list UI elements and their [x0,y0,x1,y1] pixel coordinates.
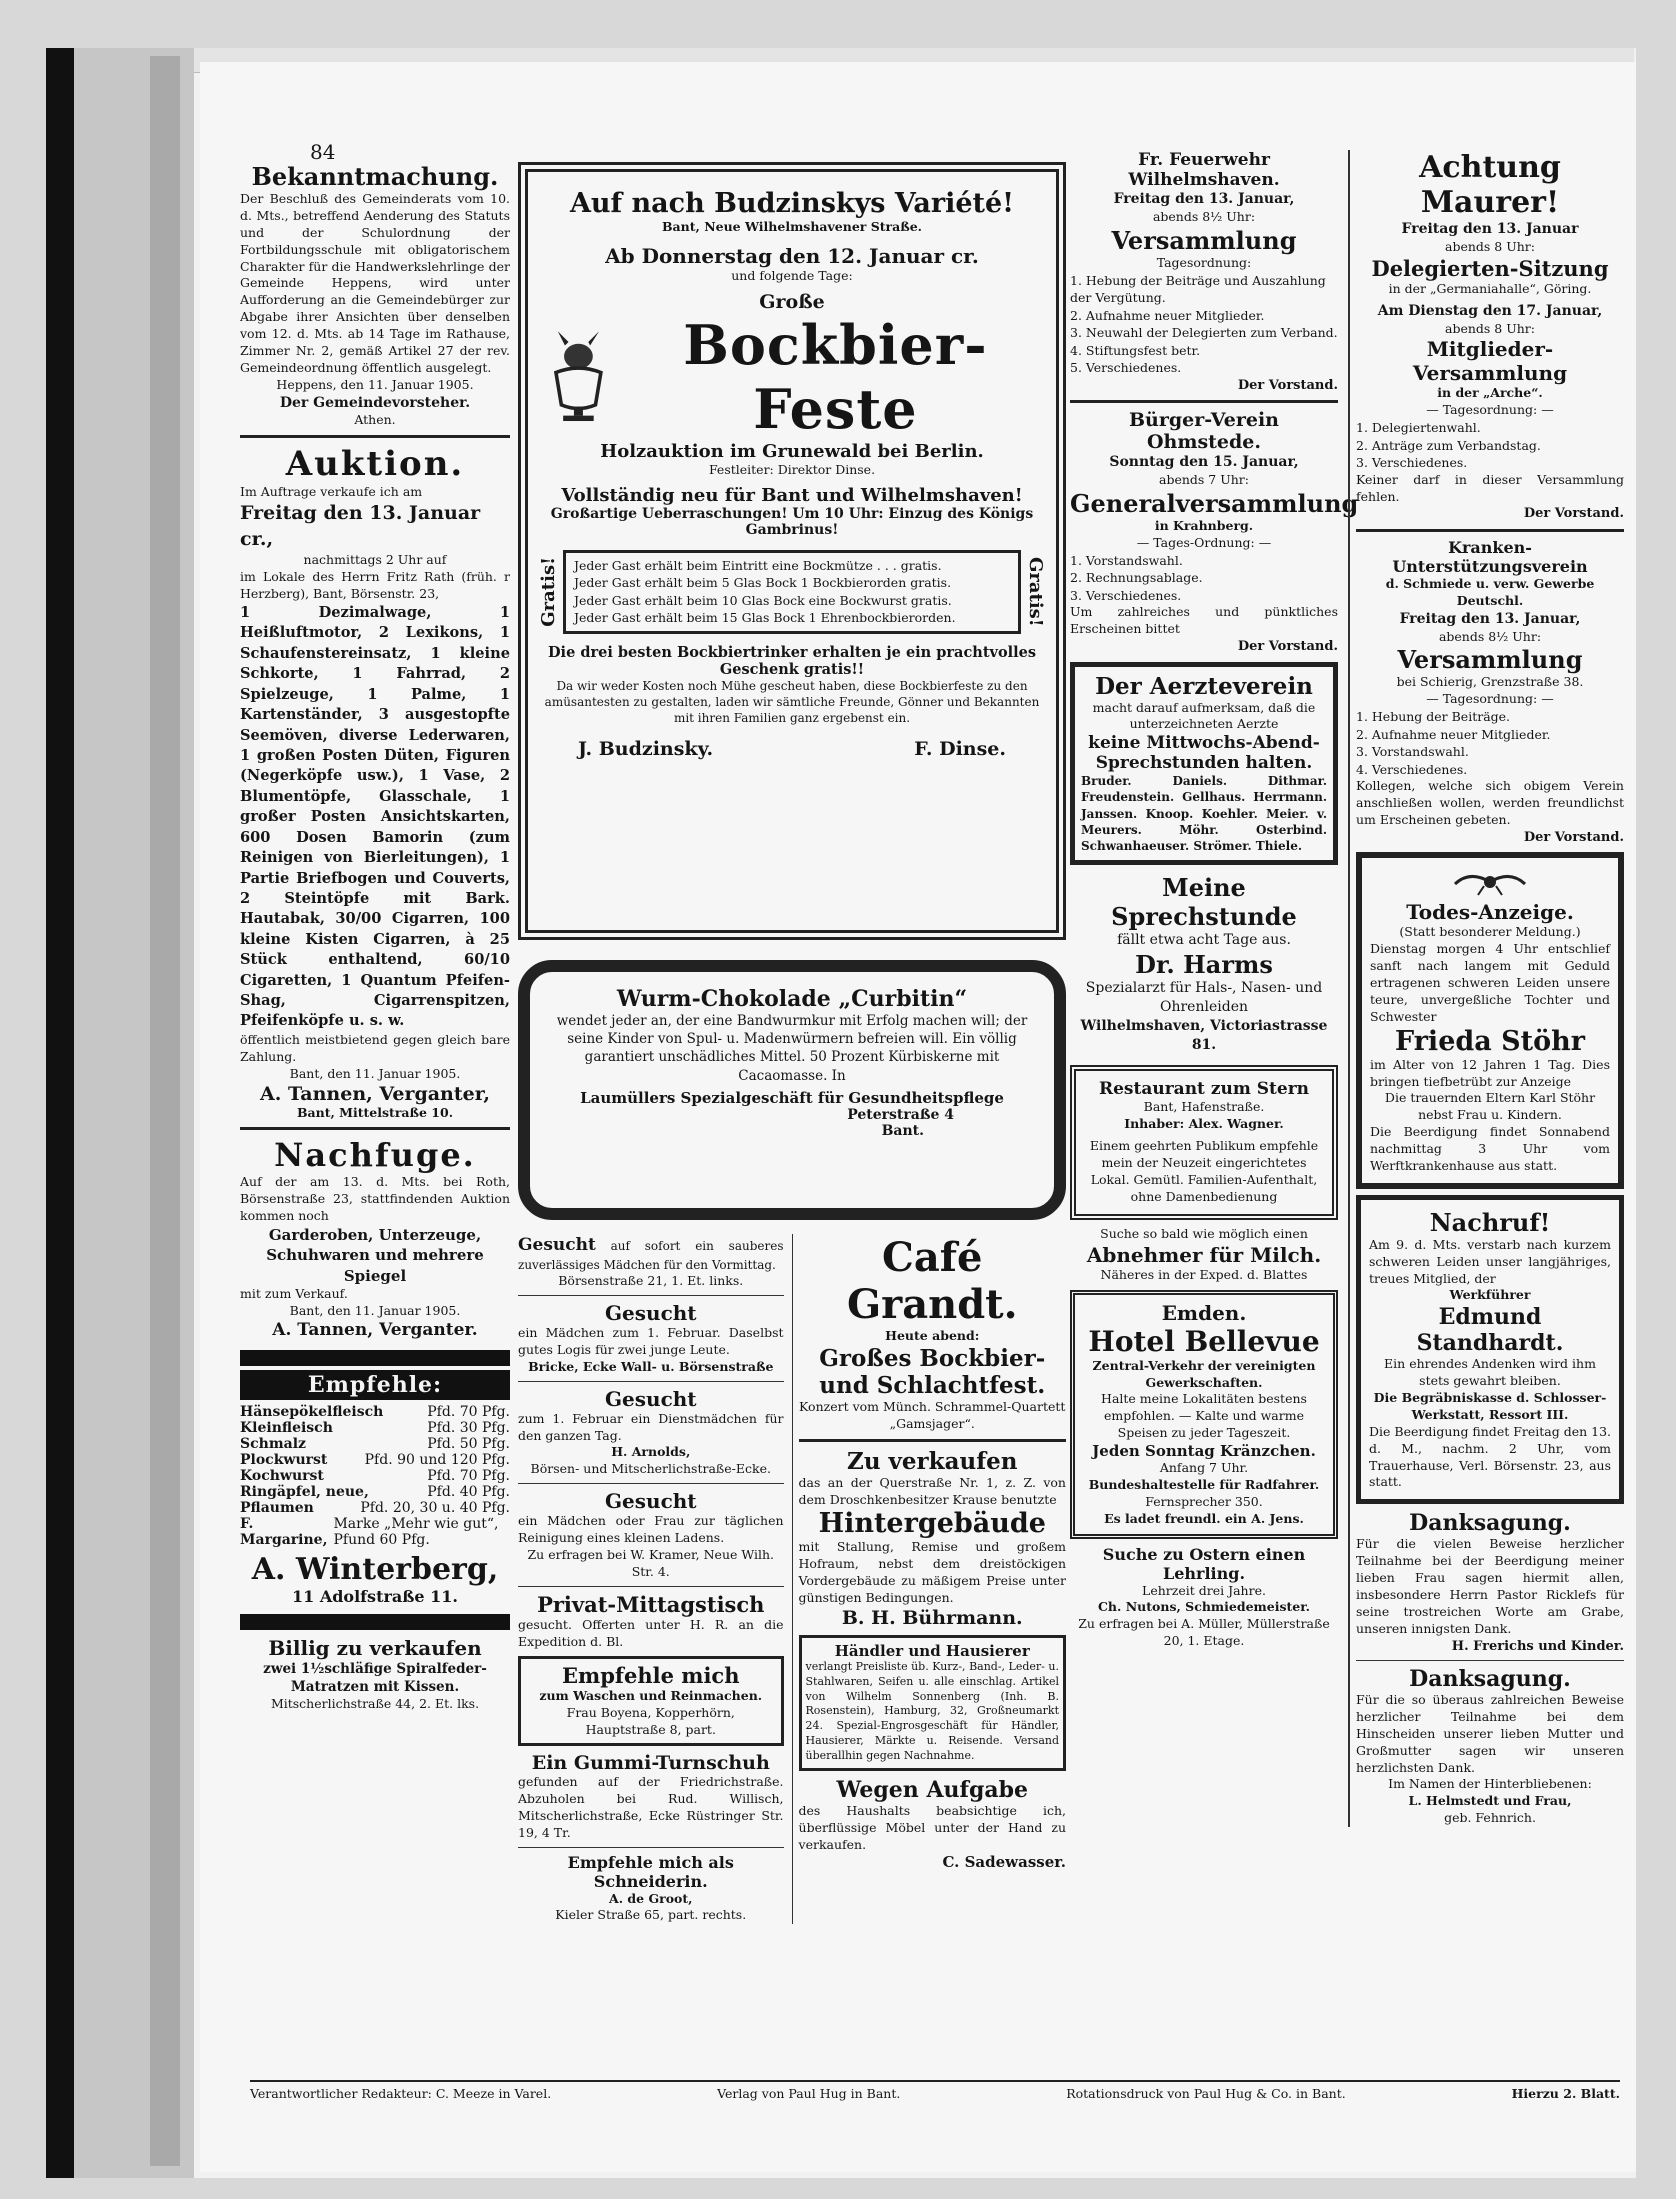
stern-ad [1070,1065,1338,1220]
maurer-title: Achtung Maurer! [1419,150,1561,220]
agenda-item: 3. Neuwahl der Delegierten zum Verband. [1070,325,1338,341]
sprech-name: Dr. Harms [1135,950,1273,980]
kranken-sub: d. Schmiede u. verw. Gewerbe Deutschl. [1385,575,1595,608]
haendler-ad [799,1635,1066,1771]
variete-sign-2: F. Dinse. [914,738,1006,761]
gratis-right: Gratis! [1025,556,1046,627]
waschen-ad [518,1656,784,1746]
divider [240,1127,510,1130]
waschen-sign: Frau Boyena, Kopperhörn, Hauptstraße 8, part. [566,1705,735,1738]
agenda-item: 3. Vorstandswahl. [1356,744,1469,760]
gratis-left: Gratis! [538,556,559,627]
todes-sub: (Statt besonderer Meldung.) [1399,924,1581,940]
gummi-body: gefunden auf der Friedrichstraße. Abzuholen bei Rud. Willisch, Mitscherlichstraße, Ecke Rüstringer Str. 19, 4 Tr. [518,1774,784,1840]
nachruf-kasse: Die Begräbniskasse d. Schlosser-Werkstatt, Ressort III. [1373,1390,1607,1422]
winterberg-name: A. Winterberg, [251,1551,499,1587]
cafe-title: Café Grandt. [846,1234,1018,1328]
maurer-place-2: in der „Arche“. [1437,385,1543,401]
auction-addr: Bant, Mittelstraße 10. [296,1104,454,1120]
divider [518,1847,784,1848]
notice-date: Heppens, den 11. Januar 1905. [276,376,474,392]
gesucht1-body [518,1234,784,1273]
nachfuge-sign: A. Tannen, Verganter. [272,1319,478,1340]
verkaufen-text: mit Stallung, Remise und großem Hofraum, nebst dem dreistöckigen Vordergebäude zu mäßigem Preise unter günstigen Bedingungen. [798,1539,1066,1605]
todes-funeral: Die Beerdigung findet Sonnabend nachmittag 3 Uhr vom Werftkrankenhause aus statt. [1370,1124,1610,1173]
price-list [240,1404,510,1548]
haendler-title: Händler und Hausierer [834,1641,1030,1660]
auction-sign: A. Tannen, Verganter, [260,1082,490,1105]
newspaper-page [200,62,1636,2172]
kranken-main: Versammlung [1397,645,1583,675]
gesucht2-sign: Bricke, Ecke Wall- u. Börsenstraße [528,1358,774,1374]
divider [518,1381,784,1382]
price-value: Pfd. 90 und 120 Pfg. [364,1451,510,1468]
gesucht2-body: ein Mädchen zum 1. Februar. Daselbst gutes Logis für zwei junge Leute. [518,1325,784,1357]
hotel-title: Hotel Bellevue [1088,1324,1320,1358]
hotel-sub: Zentral-Verkehr der vereinigten Gewerkschaften. [1092,1357,1316,1390]
variete-sub: Holzauktion im Grunewald bei Berlin. [600,440,984,462]
todes-title: Todes-Anzeige. [1406,900,1574,925]
kranken-agenda-title: — Tagesordnung: — [1426,691,1554,707]
price-row [240,1420,510,1436]
sprech-title: Meine Sprechstunde [1111,873,1297,932]
price-value: Pfd. 40 Pfg. [427,1483,510,1500]
notice-name: Athen. [354,412,396,428]
schneider-sign: A. de Groot, [609,1890,693,1906]
verkaufen-title: Zu verkaufen [847,1447,1018,1475]
agenda-item: 3. Verschiedenes. [1356,455,1468,471]
auction-tail: öffentlich meistbietend gegen gleich bare Zahlung. [240,1031,510,1064]
price-row [240,1436,510,1452]
gratis-line: Jeder Gast erhält beim 15 Glas Bock 1 Ehrenbockbierorden. [574,610,956,626]
variete-date: Ab Donnerstag den 12. Januar cr. [605,243,979,268]
maurer-sign: Der Vorstand. [1523,506,1624,522]
stern-owner: Inhaber: Alex. Wagner. [1124,1115,1284,1131]
hotel-body: Halte meine Lokalitäten bestens empfohlen. — Kalte und warme Speisen zu jeder Tageszeit. [1101,1391,1307,1441]
verkaufen-body: das an der Querstraße Nr. 1, z. Z. von dem Droschkenbesitzer Krause benutzte [798,1474,1066,1507]
gratis-line: Jeder Gast erhält beim Eintritt eine Bockmütze . . . gratis. [574,557,942,573]
auction-place: im Lokale des Herrn Fritz Rath (früh. r Herzberg), Bant, Börsenstr. 23, [240,569,510,602]
gesucht2-title: Gesucht [604,1301,697,1325]
wurm-ad [518,960,1066,1220]
gesucht4-sign: Zu erfragen bei W. Kramer, Neue Wilh. Str. 4. [527,1546,775,1579]
dank1-title: Danksagung. [1409,1510,1571,1537]
todes-ad [1356,852,1624,1188]
price-value: Pfd. 70 Pfg. [427,1467,510,1484]
aerzte-names: Bruder. Daniels. Dithmar. Freudenstein. Gellhaus. Herrmann. Janssen. Knoop. Koehler. Meier. v. Meurers. Möhr. Osterbind. Schwanhaeuser. Strömer. Thiele. [1081,774,1327,853]
kranken-place: bei Schierig, Grenzstraße 38. [1396,674,1584,690]
gratis-box [563,550,1021,634]
buerger-date: Sonntag den 15. Januar, [1109,454,1299,471]
column-1 [240,162,510,1713]
schneider-title: Empfehle mich als Schneiderin. [567,1852,734,1891]
variete-main: Bockbier-Feste [683,312,988,441]
variete-addr: Bant, Neue Wilhelmshavener Straße. [661,219,923,234]
dank2-nee: geb. Fehnrich. [1444,1810,1536,1826]
dank2-sign: L. Helmstedt und Frau, [1408,1793,1572,1809]
billig-title: Billig zu verkaufen [268,1635,482,1660]
maurer-text: Keiner darf in dieser Versammlung fehlen. [1356,471,1624,504]
hotel-start: Anfang 7 Uhr. [1159,1460,1249,1476]
buerger-agenda-title: — Tages-Ordnung: — [1136,534,1272,550]
kranken-date: Freitag den 13. Januar, [1399,610,1581,627]
auction-time: nachmittags 2 Uhr auf [303,552,447,568]
divider [518,1483,784,1484]
buerger-title: Bürger-Verein Ohmstede. [1129,409,1279,454]
feuerwehr-main: Versammlung [1111,225,1297,255]
haendler-body: verlangt Preisliste üb. Kurz-, Band-, Leder- u. Stahlwaren, Seifen u. alle einschlag. Artikel von Wilhelm Sonnenberg (Inh. B. Rosenstein), Hamburg, 32, Großneumarkt 24. Spezial-Engrosgeschäft für Händler, Hausierer, Märkte u. Reisende. Versand überallhin gegen Nachnahme. [805,1659,1059,1762]
dank2-sub: Im Namen der Hinterbliebenen: [1388,1776,1592,1792]
price-row [240,1500,510,1516]
billig-body: zwei 1½schläfige Spiralfeder-Matratzen mit Kissen. [263,1660,487,1695]
privat-title: Privat-Mittagstisch [537,1591,765,1617]
footer-supplement: Hierzu 2. Blatt. [1511,2086,1620,2101]
buerger-place: in Krahnberg. [1154,517,1254,533]
emden: Emden. [1161,1300,1247,1325]
price-value: Pfd. 20, 30 u. 40 Pfg. [360,1499,510,1516]
winterberg-addr: 11 Adolfstraße 11. [291,1586,458,1606]
wurm-addr-2: Bant. [881,1122,924,1139]
aufgabe-body: des Haushalts beabsichtige ich, überflüssige Möbel unter der Hand zu verkaufen. [798,1802,1066,1852]
auction-day: Freitag den 13. Januar cr., [240,502,481,550]
verkaufen-main: Hintergebäude [818,1508,1046,1540]
waschen-body: zum Waschen und Reinmachen. [539,1688,763,1704]
gesucht1-text: auf sofort ein sauberes zuverlässiges Mädchen für den Vormittag. [518,1239,784,1272]
notice-sign: Der Gemeindevorsteher. [279,394,471,411]
nachruf-title: Nachruf! [1429,1207,1551,1237]
nachruf-role: Werkführer [1449,1287,1531,1303]
gummi-title: Ein Gummi-Turnschuh [531,1752,770,1774]
nachruf-ad [1356,1195,1624,1505]
aufgabe-sign: C. Sadewasser. [942,1853,1066,1872]
price-value: Pfd. 30 Pfg. [427,1419,510,1436]
gesucht1-title: Gesucht [518,1235,596,1255]
agenda-item: 1. Delegiertenwahl. [1356,420,1481,436]
agenda-item: 2. Anträge zum Verbandstag. [1356,437,1541,453]
goat-beer-icon [538,322,619,432]
price-item: Schmalz [240,1435,306,1452]
feuerwehr-date: Freitag den 13. Januar, [1113,191,1295,207]
agenda-item: 2. Aufnahme neuer Mitglieder. [1356,726,1551,742]
maurer-main-2: Mitglieder-Versammlung [1412,337,1568,386]
col2-right-sub [792,1234,1066,1924]
nachruf-text: Ein ehrendes Andenken wird ihm stets gewahrt bleiben. [1384,1356,1596,1389]
todes-name: Frieda Stöhr [1395,1025,1585,1057]
price-row [240,1516,510,1548]
dank2-body: Für die so überaus zahlreichen Beweise herzlicher Teilnahme bei dem Hinscheiden unserer lieben Mutter und Großmutter sagen wir unseren herzlichsten Dank. [1356,1692,1624,1775]
milch-intro: Suche so bald wie möglich einen [1100,1225,1308,1241]
buerger-text: Um zahlreiches und pünktliches Erscheinen bittet [1070,604,1338,637]
gesucht1-addr: Börsenstraße 21, 1. Et. links. [558,1273,744,1289]
nachfuge-tail: mit zum Verkauf. [240,1285,348,1301]
variete-grosse: Große [759,290,825,313]
maurer-time: abends 8 Uhr: [1445,238,1535,254]
auction-items: 1 Dezimalwage, 1 Heißluftmotor, 2 Lexikons, 1 Schaufenstereinsatz, 1 kleine Schkorte, 1 Fahrrad, 2 Spielzeuge, 1 Palme, 1 Kartenständer, 3 ausgestopfte Seemöven, diverse Lederwaren, 1 großen Posten Düten, Figuren (Negerköpfe usw.), 1 Vase, 2 Blumentöpfe, Glasschale, 1 großer Posten Ansichtskarten, 600 Dosen Bamorin (zum Reinigen von Bierleitungen), 1 Partie Briefbogen und Couverts, 2 Steintöpfe mit Bark. Hautabak, 30/00 Cigarren, 100 kleine Kisten Cigarren, à 25 Stück enthaltend, 60/10 Cigaretten, 1 Quantum Pfeifen-Shag, Cigarrenspitzen, Pfeifenköpfe u. s. w. [240,604,510,1030]
price-item: Kochwurst [240,1467,324,1484]
variete-new: Vollständig neu für Bant und Wilhelmshaven! [561,484,1023,506]
maurer-agenda [1356,419,1624,472]
variete-ad [518,162,1066,940]
lehrling-body: Lehrzeit drei Jahre. [1142,1582,1266,1598]
nachruf-body: Am 9. d. Mts. verstarb nach kurzem schweren Leiden unser langjähriges, treues Mitglied, der [1369,1236,1611,1286]
gesucht3-addr: Börsen- und Mitscherlichstraße-Ecke. [530,1461,771,1477]
todes-family: Die trauernden Eltern Karl Stöhr nebst Frau u. Kindern. [1384,1090,1596,1123]
gesucht3-sign: H. Arnolds, [611,1444,691,1460]
gesucht4-body: ein Mädchen oder Frau zur täglichen Reinigung eines kleinen Ladens. [518,1513,784,1545]
price-item: Ringäpfel, neue, [240,1483,369,1500]
sprech-spec: Spezialarzt für Hals-, Nasen- und Ohrenleiden [1085,980,1323,1015]
waschen-title: Empfehle mich [562,1663,740,1689]
variete-text: Da wir weder Kosten noch Mühe gescheut haben, diese Bockbierfeste zu den amüsantesten zu gestalten, laden wir sämtliche Freunde, Gönner und Bekannten mit ihren Familien ganz ergebenst ein. [544,678,1040,725]
sprech-addr: Wilhelmshaven, Victoriastrasse 81. [1080,1017,1328,1053]
agenda-item: 1. Hebung der Beiträge und Auszahlung der Vergütung. [1070,272,1326,306]
price-item: Hänsepökelfleisch [240,1403,384,1420]
auction-intro: Im Auftrage verkaufe ich am [240,484,423,500]
verkaufen-sign: B. H. Bührmann. [841,1606,1023,1629]
gratis-line: Jeder Gast erhält beim 5 Glas Bock 1 Bockbierorden gratis. [574,575,952,591]
variete-days: und folgende Tage: [731,267,853,283]
maurer-time-2: abends 8 Uhr: [1445,320,1535,336]
agenda-item: 1. Hebung der Beiträge. [1356,709,1511,725]
kranken-title: Kranken-Unterstützungsverein [1392,537,1588,576]
column-3 [1070,150,1359,1650]
buerger-agenda [1070,552,1338,605]
feuerwehr-title: Fr. Feuerwehr Wilhelmshaven. [1128,150,1280,190]
lehrling-addr: Zu erfragen bei A. Müller, Müllerstraße 20, 1. Etage. [1078,1616,1330,1649]
variete-sign-1: J. Budzinsky. [578,738,714,761]
auction-date: Bant, den 11. Januar 1905. [289,1065,461,1081]
feuerwehr-time: abends 8½ Uhr: [1152,208,1256,224]
footer-publisher: Verlag von Paul Hug in Bant. [717,2086,901,2101]
nachruf-name: Edmund Standhardt. [1416,1304,1564,1357]
buerger-main: Generalversammlung [1070,488,1359,518]
hotel-phone: Fernsprecher 350. [1145,1493,1263,1509]
maurer-date-2: Am Dienstag den 17. Januar, [1377,302,1603,319]
binding-edge [46,48,74,2178]
dank1-body: Für die vielen Beweise herzlicher Teilnahme bei der Beerdigung meiner lieben Frau sagen hiermit allen, insbesondere Herrn Pastor Ricklefs für seine trostreichen Worte am Grabe, unseren innigsten Dank. [1356,1536,1624,1636]
dank1-sign: H. Frerichs und Kinder. [1451,1638,1624,1654]
price-item: Kleinfleisch [240,1419,333,1436]
empfehle-title: Empfehle: [240,1370,510,1400]
cafe-main: Großes Bockbier- und Schlachtfest. [819,1344,1046,1399]
divider [799,1439,1066,1442]
dank2-title: Danksagung. [1409,1666,1571,1693]
price-item: Plockwurst [240,1451,328,1468]
lehrling-title: Suche zu Ostern einen Lehrling. [1102,1544,1306,1583]
variete-surprise: Großartige Ueberraschungen! Um 10 Uhr: Einzug des Königs Gambrinus! [550,505,1034,538]
aerzte-ad [1070,662,1338,866]
agenda-item: 3. Verschiedenes. [1070,587,1182,603]
aufgabe-title: Wegen Aufgabe [836,1776,1028,1803]
hotel-ad [1070,1290,1338,1539]
variete-title: Auf nach Budzinskys Variété! [569,188,1015,219]
stern-title: Restaurant zum Stern [1098,1078,1310,1099]
divider [1356,1660,1624,1661]
gratis-line: Jeder Gast erhält beim 10 Glas Bock eine Bockwurst gratis. [574,592,952,608]
price-value: Pfd. 70 Pfg. [427,1403,510,1420]
buerger-time: abends 7 Uhr: [1159,472,1249,488]
cafe-concert: Konzert vom Münch. Schrammel-Quartett „Gamsjager“. [799,1398,1066,1431]
wurm-title: Wurm-Chokolade „Curbitin“ [616,986,968,1012]
stern-addr: Bant, Hafenstraße. [1143,1098,1265,1114]
privat-body: gesucht. Offerten unter H. R. an die Expedition d. Bl. [518,1616,784,1649]
page-footer [250,2080,1620,2101]
milch-title: Abnehmer für Milch. [1086,1242,1322,1267]
agenda-item: 5. Verschiedenes. [1070,360,1182,376]
black-bar [240,1614,510,1630]
variete-best: Die drei besten Bockbiertrinker erhalten je ein prachtvolles Geschenk gratis!! [547,643,1037,678]
wreath-icon [1370,866,1610,900]
kranken-text: Kollegen, welche sich obigem Verein anschließen wollen, werden freundlichst um Erscheinen gebeten. [1356,778,1624,827]
col2-left-sub [518,1234,784,1924]
price-item: Pflaumen [240,1499,314,1516]
gratis-lines [574,557,1010,627]
notice-body: Der Beschluß des Gemeinderats vom 10. d. Mts., betreffend Aenderung des Statuts und der Schulordnung der Fortbildungsschule mit obligatorischem Charakter für die Handwerkslehrlinge der Gemeinde Heppens, wird unter Aufforderung an die Gemeindebürger zur Abgabe ihrer Ansichten über denselben vom 12. d. Mts. ab 14 Tage im Rathause, Zimmer Nr. 2, gemäß Artikel 27 der rev. Gemeindeordnung öffentlich ausgelegt. [240,191,510,375]
gesucht4-title: Gesucht [604,1489,697,1514]
price-value: Pfd. 50 Pfg. [427,1435,510,1452]
kranken-agenda [1356,708,1624,778]
feuerwehr-agenda [1070,272,1338,377]
maurer-place: in der „Germaniahalle“, Göring. [1388,280,1592,296]
column-4 [1348,150,1624,1827]
footer-editor: Verantwortlicher Redakteur: C. Meeze in Varel. [250,2086,552,2101]
feuerwehr-sign: Der Vorstand. [1237,377,1338,393]
hotel-stop: Bundeshaltestelle für Radfahrer. [1088,1476,1320,1492]
agenda-item: 4. Stiftungsfest betr. [1070,342,1201,358]
maurer-main: Delegierten-Sitzung [1371,255,1609,281]
stern-body: Einem geehrten Publikum empfehle mein der Neuzeit eingerichtetes Lokal. Gemütl. Familien-Aufenthalt, ohne Damenbedienung [1089,1138,1319,1205]
agenda-item: 4. Verschiedenes. [1356,761,1468,777]
auction-title: Auktion. [285,444,465,485]
column-2 [518,162,1066,1924]
agenda-item: 2. Aufnahme neuer Mitglieder. [1070,307,1265,323]
price-value: Marke „Mehr wie gut“, Pfund 60 Pfg. [333,1515,499,1548]
nachfuge-body: Auf der am 13. d. Mts. bei Roth, Börsenstraße 23, stattfindenden Auktion kommen noch [240,1174,510,1224]
divider [1070,400,1338,403]
variete-leader: Festleiter: Direktor Dinse. [708,461,876,477]
feuerwehr-agenda-title: Tagesordnung: [1156,254,1252,270]
aerzte-title: Der Aerzteverein [1095,672,1313,700]
agenda-item: 1. Vorstandswahl. [1070,552,1183,568]
price-row [240,1468,510,1484]
page-edges [150,56,180,2166]
wurm-addr-1: Peterstraße 4 [847,1106,954,1123]
wurm-shop: Laumüllers Spezialgeschäft für Gesundheitspflege [580,1088,1004,1107]
aerzte-body: macht darauf aufmerksam, daß die unterzeichneten Aerzte [1092,699,1316,732]
buerger-sign: Der Vorstand. [1237,638,1338,654]
price-item: F. Margarine, [240,1515,328,1548]
hotel-sign: Es ladet freundl. ein A. Jens. [1104,1510,1304,1526]
todes-body: Dienstag morgen 4 Uhr entschlief sanft nach langem mit Geduld ertragenen schweren Leiden unsere teure, unvergeßliche Tochter und Schwester [1370,941,1610,1024]
aerzte-main: keine Mittwochs-Abend-Sprechstunden halten. [1088,733,1320,774]
schneider-addr: Kieler Straße 65, part. rechts. [555,1907,747,1923]
sprech-body: fällt etwa acht Tage aus. [1117,932,1291,949]
maurer-date: Freitag den 13. Januar [1401,221,1579,237]
gesucht3-title: Gesucht [604,1386,697,1411]
wurm-body: wendet jeder an, der eine Bandwurmkur mit Erfolg machen will; der seine Kinder von Spul- u. Madenwürmern befreien will. Ein völlig garantiert unschädliches Mittel. 50 Prozent Kürbiskerne mit Cacaomasse. In [556,1013,1028,1084]
billig-addr: Mitscherlichstraße 44, 2. Et. lks. [270,1695,480,1711]
nachruf-funeral: Die Beerdigung findet Freitag den 13. d. M., nachm. 2 Uhr, vom Trauerhause, Verl. Börsenstr. 23, aus statt. [1369,1423,1612,1490]
hotel-dance: Jeden Sonntag Kränzchen. [1092,1442,1316,1461]
page-number: 84 [310,140,336,164]
black-bar [240,1350,510,1366]
todes-age: im Alter von 12 Jahren 1 Tag. Dies bringen tiefbetrübt zur Anzeige [1370,1056,1610,1089]
kranken-time: abends 8½ Uhr: [1438,628,1542,644]
divider [240,435,510,438]
agenda-item: 2. Rechnungsablage. [1070,570,1203,586]
notice-title: Bekanntmachung. [251,162,499,191]
divider [518,1586,784,1587]
footer-printer: Rotationsdruck von Paul Hug & Co. in Bant. [1066,2086,1346,2101]
price-row [240,1484,510,1500]
lehrling-sign: Ch. Nutons, Schmiedemeister. [1097,1599,1311,1615]
divider [518,1295,784,1296]
kranken-sign: Der Vorstand. [1523,829,1624,845]
milch-body: Näheres in der Exped. d. Blattes [1100,1266,1308,1282]
divider [1356,529,1624,532]
maurer-agenda-title: — Tagesordnung: — [1426,402,1554,418]
nachfuge-date: Bant, den 11. Januar 1905. [289,1302,461,1318]
price-row [240,1452,510,1468]
nachfuge-items: Garderoben, Unterzeuge, Schuhwaren und mehrere Spiegel [266,1226,484,1285]
gesucht3-body: zum 1. Februar ein Dienstmädchen für den ganzen Tag. [518,1410,784,1443]
nachfuge-title: Nachfuge. [274,1136,476,1175]
price-row [240,1404,510,1420]
cafe-today: Heute abend: [885,1328,980,1343]
